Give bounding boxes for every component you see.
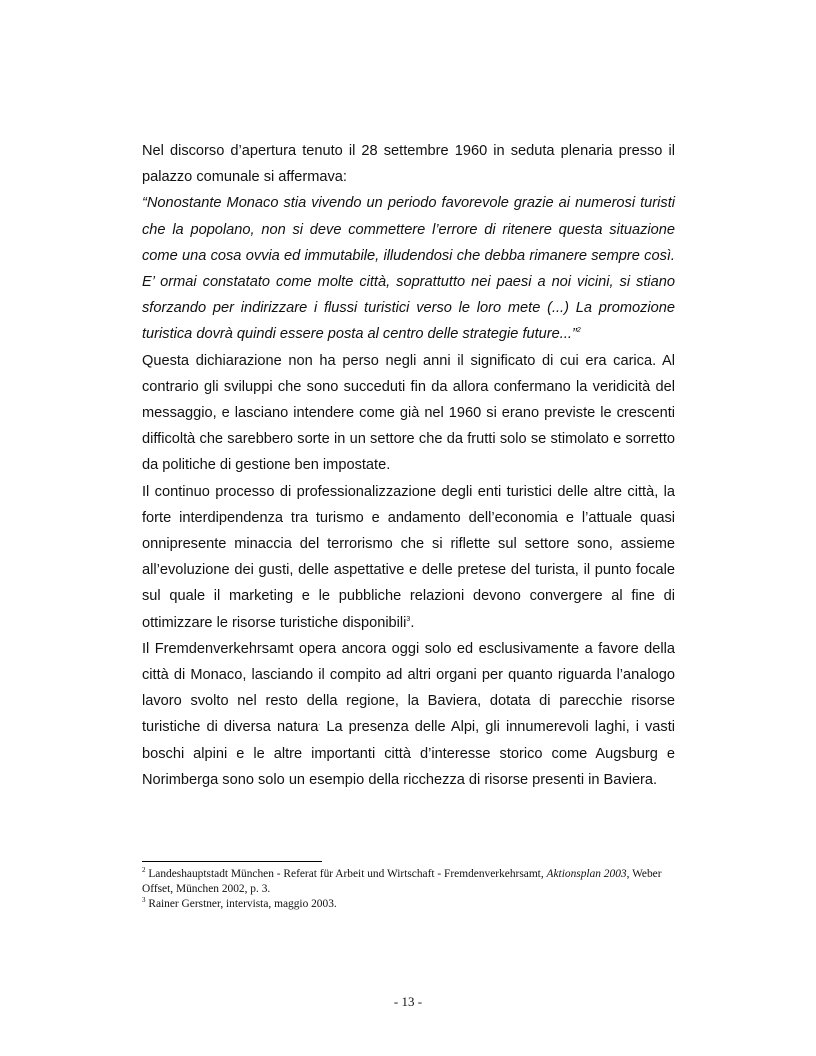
paragraph-declaration: Questa dichiarazione non ha perso negli anni il significato di cui era carica. Al contrario gli sviluppi che sono succeduti fin da allora confermano la veridicità del messaggio, e lasciano intendere come già nel 1960 si erano previste le crescenti difficoltà che sarebbero sorte in un settore che da frutti solo se stimolato e sorretto da politiche di gestione ben impostate. [142,352,675,474]
quote-text: “Nonostante Monaco stia vivendo un periodo favorevole grazie ai numerosi turisti che la popolano, non si deve commettere l’errore di ritenere questa situazione come una cosa ovvia ed immutabile, illudendosi che debba rimanere sempre così. E’ ormai constatato come molte città, soprattutto nei paesi a noi vicini, si stiano sforzando per indirizzare i flussi turistici verso le loro mete (...) La promozione turistica dovrà quindi essere posta al centro delle strategie future...” [142,195,675,343]
body-text [142,138,675,793]
professionalization-text: Il continuo processo di professionalizzazione degli enti turistici delle altre città, la forte interdipendenza tra turismo e andamento dell’economia e l’attuale quasi onnipresente minaccia del terrorismo che si riflette sul settore sono, assieme all’evoluzione dei gusti, delle aspettative e delle pretese del turista, il punto focale sul quale il marketing e le pubbliche relazioni devono convergere al fine di ottimizzare le risorse turistiche disponibili [142,483,675,631]
page-number: - 13 - [393,994,423,1009]
superscript-dot: . [318,720,321,728]
paragraph-intro: Nel discorso d’apertura tenuto il 28 settembre 1960 in seduta plenaria presso il palazzo comunale si affermava: [142,143,675,186]
paragraph-professionalization [142,479,675,636]
footnote-2-rest: , Weber Offset, München 2002, p. 3. [142,868,662,895]
paragraph-quote [142,190,675,347]
footnote-ref-2: 2 [576,327,581,335]
footnote-2-text: Landeshauptstadt München - Referat für Arbeit und Wirtschaft - Fremdenverkehrsamt, [145,868,547,880]
footnote-3-text: Rainer Gerstner, intervista, maggio 2003. [145,898,337,910]
paragraph-fremdenverkehrsamt [142,636,675,793]
footnote-2 [142,867,675,897]
footnote-2-number: 2 [142,866,146,875]
footnote-2-title: Aktionsplan 2003 [546,868,627,880]
footnote-3 [142,897,675,912]
professionalization-end: . [410,614,415,631]
footnotes [142,867,675,912]
footnote-separator [142,861,322,862]
fremdenverkehrsamt-text-b: La presenza delle Alpi, gli innumerevoli laghi, i vasti boschi alpini e le altre importanti città d’interesse storico come Augsburg e Norimberga sono solo un esempio della ricchezza di risorse presenti in Baviera. [142,719,676,788]
fremdenverkehrsamt-text-a: Il Fremdenverkehrsamt opera ancora oggi solo ed esclusivamente a favore della città di Monaco, lasciando il compito ad altri organi per quanto riguarda l’analogo lavoro svolto nel resto della regione, la Baviera, dotata di parecchie risorse turistiche di diversa natura [142,640,675,736]
footnote-ref-3: 3 [406,615,411,623]
footnote-3-number: 3 [142,896,146,905]
